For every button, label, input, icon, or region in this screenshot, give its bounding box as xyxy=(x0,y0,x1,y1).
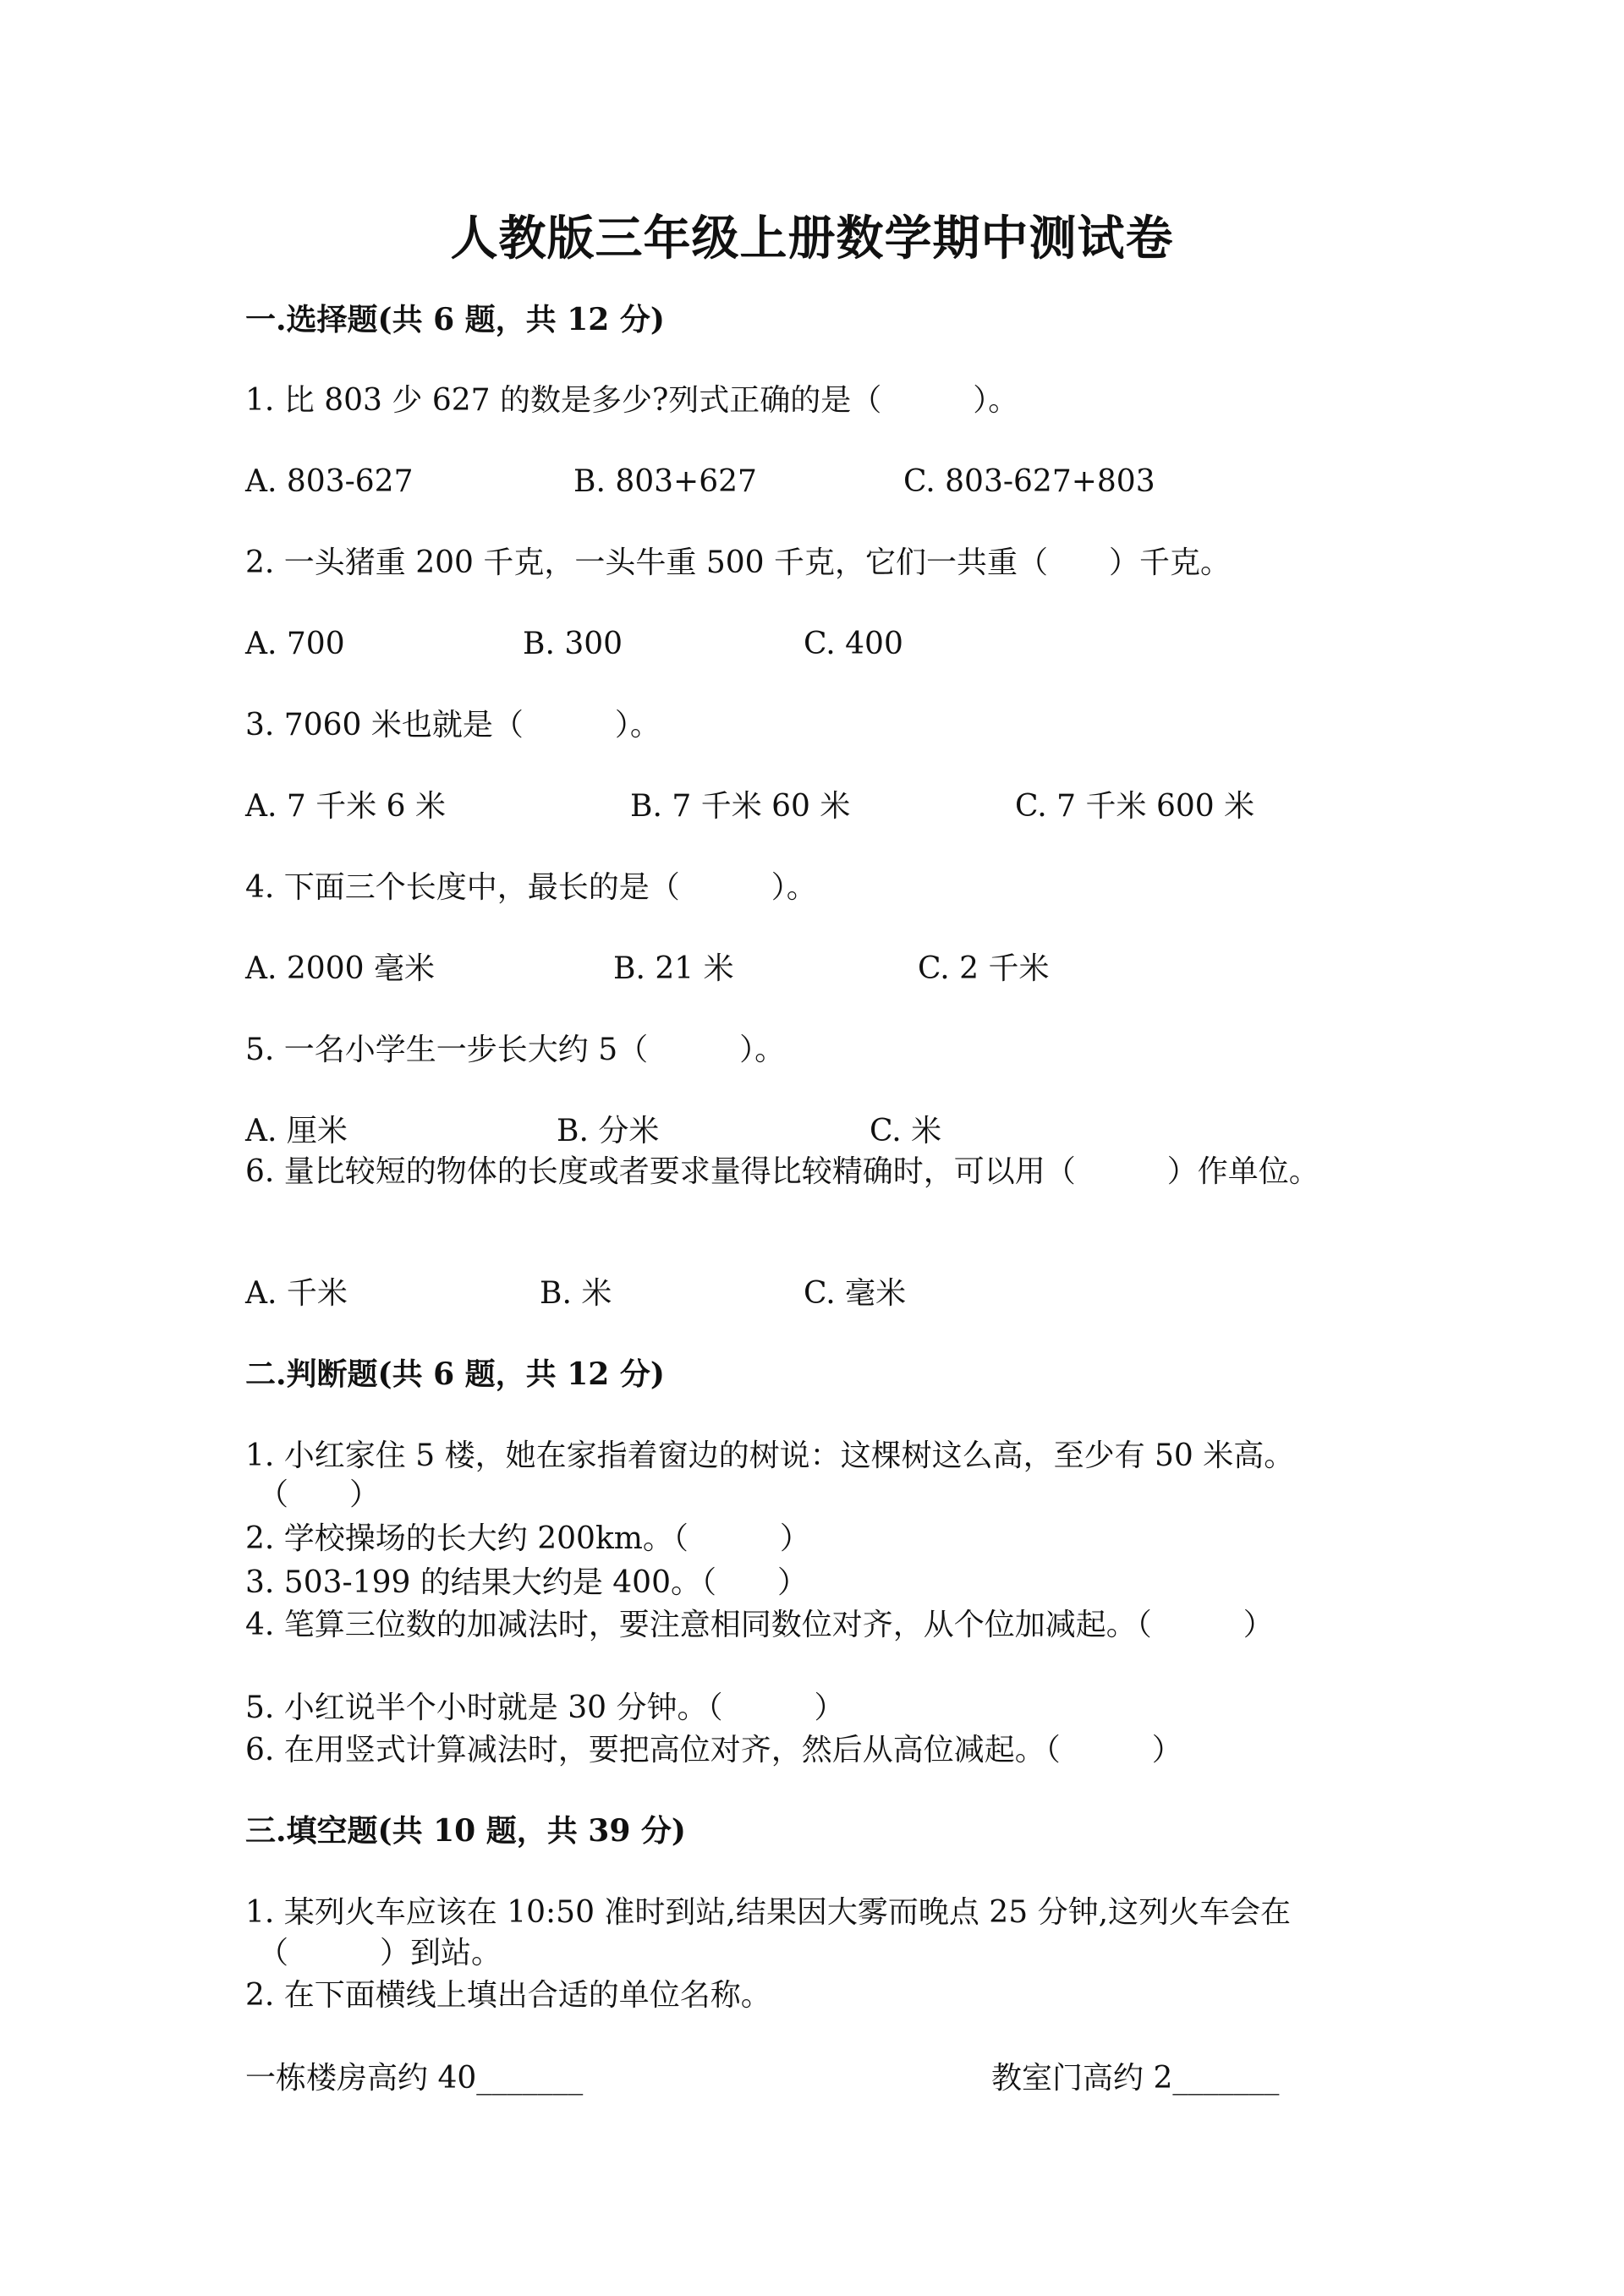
question-text: 3. 7060 米也就是（ ）。 xyxy=(245,708,661,743)
question-text: 3. 503-199 的结果大约是 400。（ ） xyxy=(245,1565,808,1600)
question-text: 1. 某列火车应该在 10:50 准时到站,结果因大雾而晚点 25 分钟,这列火车会在 xyxy=(245,1895,1292,1930)
question-text: 2. 学校操场的长大约 200km。（ ） xyxy=(245,1521,810,1556)
section-heading-judge: 二.判断题(共 6 题，共 12 分) xyxy=(245,1356,665,1392)
option-b: B. 米 xyxy=(540,1276,612,1311)
question-text: 1. 小红家住 5 楼，她在家指着窗边的树说：这棵树这么高，至少有 50 米高。 xyxy=(245,1438,1295,1473)
question-text: 2. 一头猪重 200 千克，一头牛重 500 千克，它们一共重（ ）千克。 xyxy=(245,545,1231,580)
option-a: A. 803-627 xyxy=(245,464,414,499)
fill-blank: 一栋楼房高约 40_______ xyxy=(245,2061,584,2096)
option-b: B. 803+627 xyxy=(573,464,757,499)
option-a: A. 7 千米 6 米 xyxy=(245,789,447,824)
fill-blank: 教室门高约 2_______ xyxy=(991,2061,1280,2096)
question-text: 5. 一名小学生一步长大约 5（ ）。 xyxy=(245,1033,786,1067)
question-text: 4. 笔算三位数的加减法时，要注意相同数位对齐，从个位加减起。（ ） xyxy=(245,1608,1274,1642)
option-b: B. 300 xyxy=(523,627,623,661)
question-text: 1. 比 803 少 627 的数是多少?列式正确的是（ ）。 xyxy=(245,383,1019,418)
section-heading-fill: 三.填空题(共 10 题，共 39 分) xyxy=(245,1813,686,1849)
option-c: C. 毫米 xyxy=(804,1276,907,1311)
option-b: B. 7 千米 60 米 xyxy=(630,789,851,824)
option-b: B. 分米 xyxy=(557,1114,660,1148)
option-c: C. 米 xyxy=(870,1114,942,1148)
option-a: A. 厘米 xyxy=(245,1114,348,1148)
answer-bracket: （ ）到站。 xyxy=(258,1936,502,1970)
answer-bracket: （ ） xyxy=(258,1477,381,1512)
option-a: A. 千米 xyxy=(245,1276,348,1311)
option-a: A. 2000 毫米 xyxy=(245,951,435,986)
page-title: 人教版三年级上册数学期中测试卷 xyxy=(450,211,1174,266)
option-c: C. 400 xyxy=(804,627,903,661)
option-c: C. 803-627+803 xyxy=(903,464,1155,499)
question-text: 6. 量比较短的物体的长度或者要求量得比较精确时，可以用（ ）作单位。 xyxy=(245,1154,1320,1189)
question-text: 6. 在用竖式计算减法时，要把高位对齐，然后从高位减起。（ ） xyxy=(245,1733,1182,1767)
option-a: A. 700 xyxy=(245,627,345,661)
question-text: 5. 小红说半个小时就是 30 分钟。（ ） xyxy=(245,1690,845,1725)
section-heading-choice: 一.选择题(共 6 题，共 12 分) xyxy=(245,302,665,337)
option-c: C. 2 千米 xyxy=(918,951,1050,986)
option-b: B. 21 米 xyxy=(613,951,734,986)
question-text: 2. 在下面横线上填出合适的单位名称。 xyxy=(245,1978,771,2013)
question-text: 4. 下面三个长度中，最长的是（ ）。 xyxy=(245,870,817,905)
option-c: C. 7 千米 600 米 xyxy=(1015,789,1255,824)
